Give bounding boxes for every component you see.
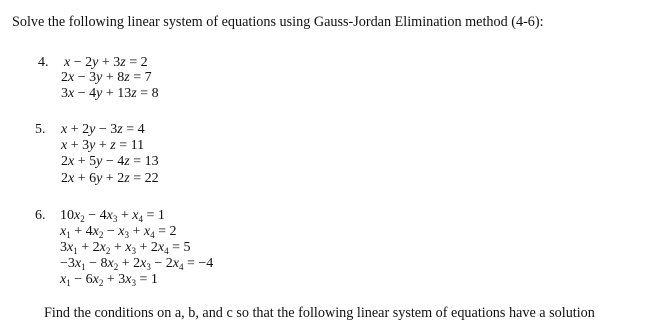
equation: 3x − 4y + 13z = 8 [61,86,159,101]
equation: 2x + 6y + 2z = 22 [61,171,159,186]
equation: x − 2y + 3z = 2 [64,55,148,70]
equation: x + 2y − 3z = 4 [61,122,145,137]
problem-number: 4. [38,55,49,70]
conditions-instructions: Find the conditions on a, b, and c so that the following linear system of equations have a solution [44,305,595,321]
equation: $-3x_1 - 8x_2 + 2x_3 - 2x_4 = -4$ [60,256,214,272]
equation: 2x − 3y + 8z = 7 [61,70,152,85]
problem-number: 6. [35,208,46,223]
equation: 2x + 5y − 4z = 13 [61,154,159,169]
equation: $3x_1 + 2x_2 + x_3 + 2x_4 = 5$ [60,240,191,256]
equation: $x_1 + 4x_2 - x_3 + x_4 = 2$ [60,224,177,240]
equation: x + 3y + z = 11 [61,138,145,153]
equation: $10x_2 - 4x_3 + x_4 = 1$ [60,208,165,224]
equation: $x_1 - 6x_2 + 3x_3 = 1$ [60,272,158,288]
instructions-heading: Solve the following linear system of equations using Gauss-Jordan Elimination method (4-6): [12,14,544,30]
problem-number: 5. [35,122,46,137]
